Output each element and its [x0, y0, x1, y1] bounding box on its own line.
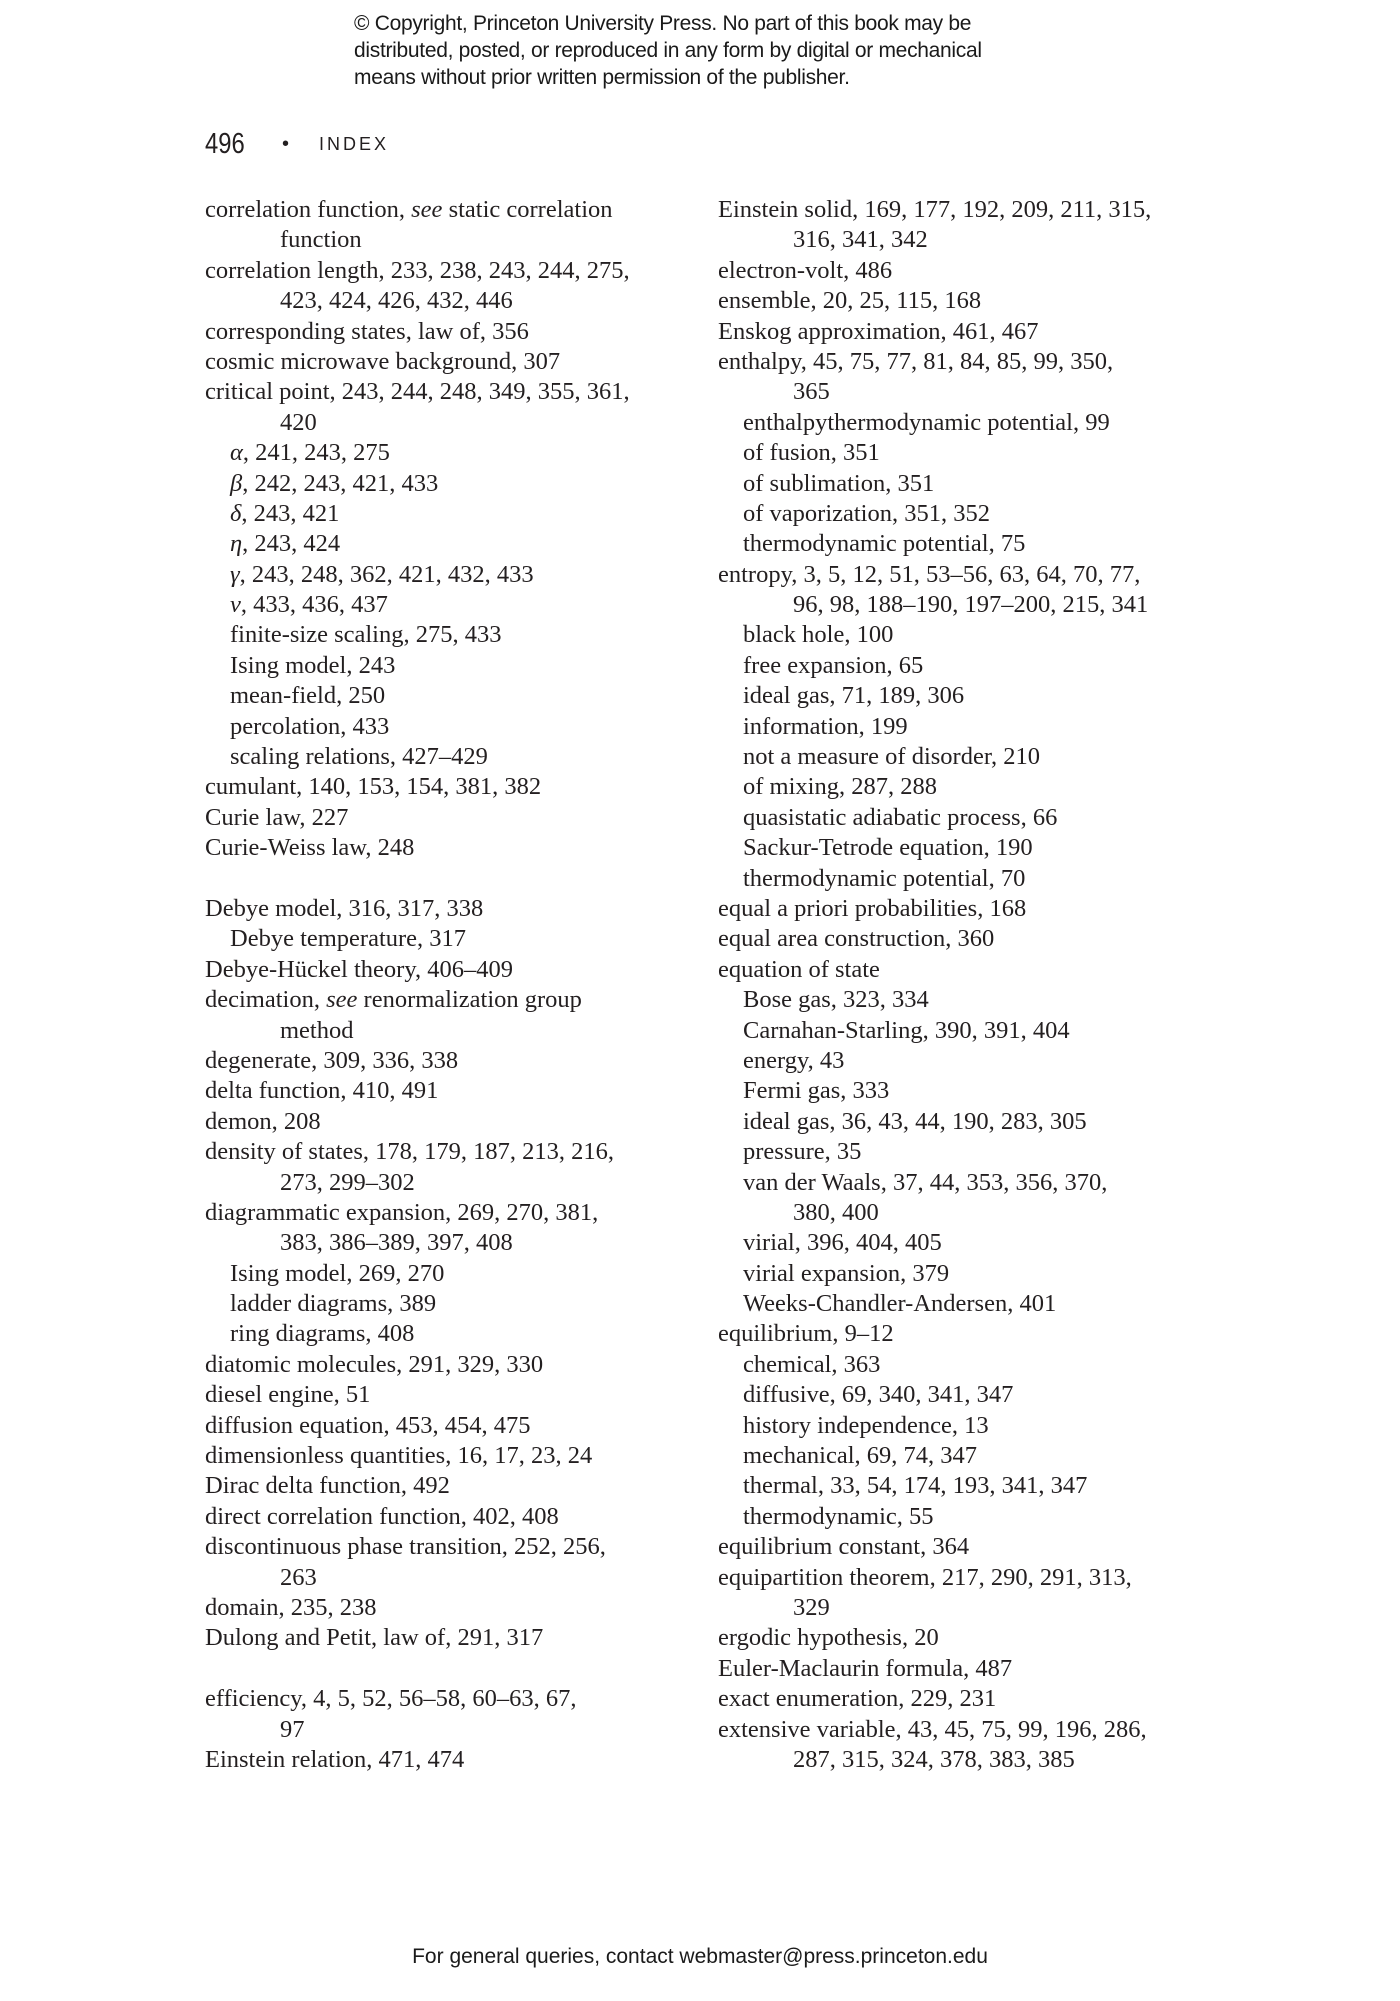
index-entry-continuation	[205, 1168, 695, 1198]
entry-text: diagrammatic expansion, 269, 270, 381,	[205, 1198, 599, 1226]
index-entry	[718, 317, 1238, 347]
entry-text: entropy, 3, 5, 12, 51, 53–56, 63, 64, 70, 77,	[718, 560, 1141, 588]
entry-text: electron-volt, 486	[718, 256, 893, 284]
entry-text: decimation,	[205, 986, 327, 1014]
entry-text: information, 199	[743, 712, 908, 740]
entry-text: equilibrium, 9–12	[718, 1320, 894, 1348]
entry-text: delta function, 410, 491	[205, 1077, 439, 1105]
index-subentry	[718, 438, 1238, 468]
entry-text: pressure, 35	[743, 1138, 862, 1166]
entry-text: 97	[280, 1715, 305, 1743]
index-entry	[718, 924, 1238, 954]
entry-text: exact enumeration, 229, 231	[718, 1685, 997, 1713]
entry-text: efficiency, 4, 5, 52, 56–58, 60–63, 67,	[205, 1685, 577, 1713]
index-subentry	[205, 529, 695, 559]
copyright-line: © Copyright, Princeton University Press. No part of this book may be	[354, 12, 972, 35]
index-subentry	[718, 681, 1238, 711]
entry-text: density of states, 178, 179, 187, 213, 216,	[205, 1138, 614, 1166]
index-subentry	[205, 681, 695, 711]
index-entry	[718, 286, 1238, 316]
index-entry	[205, 1380, 695, 1410]
index-entry-continuation	[205, 1228, 695, 1258]
index-subentry	[718, 1350, 1238, 1380]
index-entry	[718, 347, 1238, 377]
index-entry-continuation	[205, 225, 695, 255]
index-entry	[718, 1319, 1238, 1349]
bullet-separator: •	[282, 132, 290, 155]
index-subentry	[718, 985, 1238, 1015]
index-subentry	[205, 438, 695, 468]
index-entry	[718, 195, 1238, 225]
index-entry	[718, 1684, 1238, 1714]
entry-text: degenerate, 309, 336, 338	[205, 1046, 459, 1074]
index-entry	[205, 1684, 695, 1714]
index-entry	[205, 1502, 695, 1532]
entry-italic: η	[230, 530, 243, 558]
index-entry-continuation	[205, 1715, 695, 1745]
entry-text: , 241, 243, 275	[242, 439, 390, 467]
index-entry	[205, 1350, 695, 1380]
index-subentry	[718, 408, 1238, 438]
blank-line	[205, 864, 695, 894]
index-subentry	[718, 833, 1238, 863]
copyright-line: means without prior written permission of the publisher.	[354, 66, 850, 89]
entry-text: Sackur-Tetrode equation, 190	[743, 834, 1033, 862]
entry-text: corresponding states, law of, 356	[205, 317, 529, 345]
index-subentry	[718, 1228, 1238, 1258]
entry-text: Ising model, 269, 270	[230, 1259, 445, 1287]
entry-text: diffusive, 69, 340, 341, 347	[743, 1381, 1014, 1409]
entry-text: virial, 396, 404, 405	[743, 1229, 942, 1257]
index-entry	[205, 1076, 695, 1106]
index-subentry	[205, 469, 695, 499]
index-entry	[205, 256, 695, 286]
index-subentry	[205, 712, 695, 742]
entry-text: Einstein solid, 169, 177, 192, 209, 211, 315,	[718, 196, 1152, 223]
entry-text: Weeks-Chandler-Andersen, 401	[743, 1290, 1057, 1318]
entry-text: equal a priori probabilities, 168	[718, 894, 1027, 922]
entry-text: ensemble, 20, 25, 115, 168	[718, 287, 982, 315]
entry-text: enthalpy, 45, 75, 77, 81, 84, 85, 99, 350,	[718, 347, 1114, 375]
entry-text: Bose gas, 323, 334	[743, 986, 929, 1014]
index-subentry	[718, 620, 1238, 650]
entry-text: finite-size scaling, 275, 433	[230, 621, 502, 649]
index-entry	[718, 955, 1238, 985]
entry-text: 263	[280, 1563, 317, 1591]
entry-text: thermodynamic potential, 70	[743, 864, 1026, 892]
entry-text: Curie-Weiss law, 248	[205, 834, 415, 862]
entry-text: Curie law, 227	[205, 803, 349, 831]
entry-text: renormalization group	[357, 986, 582, 1014]
index-subentry	[718, 1411, 1238, 1441]
entry-text: equation of state	[718, 955, 880, 983]
entry-text: black hole, 100	[743, 621, 894, 649]
entry-text: , 243, 421	[241, 499, 340, 527]
entry-text: 423, 424, 426, 432, 446	[280, 287, 513, 315]
entry-text: Debye-Hückel theory, 406–409	[205, 955, 513, 983]
index-entry	[205, 894, 695, 924]
entry-italic: α	[230, 439, 243, 467]
index-subentry	[718, 1168, 1238, 1198]
entry-text: 287, 315, 324, 378, 383, 385	[793, 1745, 1075, 1773]
index-subentry	[718, 1502, 1238, 1532]
entry-text: cosmic microwave background, 307	[205, 347, 561, 375]
index-entry	[205, 985, 695, 1015]
index-subentry	[718, 1259, 1238, 1289]
entry-text: quasistatic adiabatic process, 66	[743, 803, 1058, 831]
entry-text: virial expansion, 379	[743, 1259, 950, 1287]
entry-text: correlation function,	[205, 196, 412, 223]
entry-text: equal area construction, 360	[718, 925, 995, 953]
copyright-notice	[354, 10, 982, 91]
index-subentry	[205, 1319, 695, 1349]
entry-text: demon, 208	[205, 1107, 321, 1135]
entry-text: discontinuous phase transition, 252, 256,	[205, 1533, 606, 1561]
index-column-right	[718, 195, 1238, 1775]
index-entry	[205, 1137, 695, 1167]
entry-text: Debye model, 316, 317, 338	[205, 894, 484, 922]
entry-text: enthalpythermodynamic potential, 99	[743, 408, 1110, 436]
index-entry	[205, 833, 695, 863]
entry-text: free expansion, 65	[743, 651, 924, 679]
index-subentry	[205, 590, 695, 620]
entry-text: , 243, 248, 362, 421, 432, 433	[239, 560, 534, 588]
index-subentry	[205, 924, 695, 954]
index-entry	[718, 1532, 1238, 1562]
page-number: 496	[205, 127, 245, 160]
index-entry	[205, 377, 695, 407]
index-entry-continuation	[718, 225, 1238, 255]
entry-text: ladder diagrams, 389	[230, 1290, 437, 1318]
index-entry-continuation	[205, 286, 695, 316]
index-entry	[718, 894, 1238, 924]
entry-text: 380, 400	[793, 1198, 879, 1226]
entry-text: van der Waals, 37, 44, 353, 356, 370,	[743, 1168, 1108, 1196]
entry-text: 420	[280, 408, 317, 436]
running-header	[205, 124, 389, 164]
index-subentry	[718, 1107, 1238, 1137]
index-subentry	[718, 1380, 1238, 1410]
entry-text: thermodynamic potential, 75	[743, 530, 1026, 558]
index-entry	[718, 1654, 1238, 1684]
index-subentry	[718, 1137, 1238, 1167]
index-subentry	[718, 1076, 1238, 1106]
index-subentry	[718, 1016, 1238, 1046]
index-entry	[205, 1532, 695, 1562]
index-entry	[205, 195, 695, 225]
entry-italic: γ	[230, 560, 240, 588]
index-subentry	[718, 742, 1238, 772]
entry-text: equipartition theorem, 217, 290, 291, 313,	[718, 1563, 1132, 1591]
index-entry	[205, 955, 695, 985]
entry-text: Euler-Maclaurin formula, 487	[718, 1654, 1013, 1682]
entry-text: of vaporization, 351, 352	[743, 499, 990, 527]
entry-text: ideal gas, 71, 189, 306	[743, 682, 965, 710]
entry-text: , 243, 424	[242, 530, 341, 558]
entry-text: 383, 386–389, 397, 408	[280, 1229, 513, 1257]
index-entry	[205, 772, 695, 802]
entry-italic: see	[326, 986, 358, 1014]
index-subentry	[205, 742, 695, 772]
index-subentry	[718, 529, 1238, 559]
entry-text: , 242, 243, 421, 433	[242, 469, 439, 497]
entry-text: thermal, 33, 54, 174, 193, 341, 347	[743, 1472, 1088, 1500]
entry-text: mechanical, 69, 74, 347	[743, 1442, 978, 1470]
entry-text: 273, 299–302	[280, 1168, 415, 1196]
entry-text: method	[280, 1016, 354, 1044]
entry-text: scaling relations, 427–429	[230, 743, 488, 771]
entry-text: , 433, 436, 437	[240, 591, 388, 619]
index-subentry	[718, 1046, 1238, 1076]
entry-text: mean-field, 250	[230, 682, 386, 710]
index-column-left	[205, 195, 695, 1775]
entry-text: dimensionless quantities, 16, 17, 23, 24	[205, 1442, 593, 1470]
index-entry-continuation	[718, 1745, 1238, 1775]
entry-text: ring diagrams, 408	[230, 1320, 415, 1348]
entry-text: energy, 43	[743, 1046, 845, 1074]
entry-text: Dirac delta function, 492	[205, 1472, 450, 1500]
index-entry	[205, 1441, 695, 1471]
index-subentry	[718, 499, 1238, 529]
blank-line	[205, 1654, 695, 1684]
entry-text: Fermi gas, 333	[743, 1077, 890, 1105]
entry-text: cumulant, 140, 153, 154, 381, 382	[205, 773, 542, 801]
entry-italic: δ	[230, 499, 242, 527]
index-entry-continuation	[718, 590, 1238, 620]
entry-text: Dulong and Petit, law of, 291, 317	[205, 1624, 544, 1652]
index-entry-continuation	[718, 377, 1238, 407]
entry-text: chemical, 363	[743, 1350, 881, 1378]
index-entry-continuation	[205, 408, 695, 438]
entry-text: Ising model, 243	[230, 651, 396, 679]
entry-text: critical point, 243, 244, 248, 349, 355, 361,	[205, 378, 630, 406]
entry-text: Einstein relation, 471, 474	[205, 1745, 465, 1773]
index-entry	[718, 1563, 1238, 1593]
index-entry	[205, 1745, 695, 1775]
section-title: INDEX	[319, 133, 390, 154]
index-subentry	[205, 1259, 695, 1289]
index-subentry	[205, 651, 695, 681]
index-subentry	[205, 1289, 695, 1319]
entry-text: diatomic molecules, 291, 329, 330	[205, 1350, 544, 1378]
index-subentry	[718, 1441, 1238, 1471]
index-subentry	[205, 620, 695, 650]
entry-text: not a measure of disorder, 210	[743, 743, 1041, 771]
index-subentry	[205, 499, 695, 529]
entry-text: of mixing, 287, 288	[743, 773, 937, 801]
index-entry-continuation	[718, 1198, 1238, 1228]
entry-text: 365	[793, 378, 830, 406]
entry-text: direct correlation function, 402, 408	[205, 1502, 559, 1530]
entry-text: Carnahan-Starling, 390, 391, 404	[743, 1016, 1070, 1044]
entry-text: correlation length, 233, 238, 243, 244, 275,	[205, 256, 630, 284]
index-entry	[205, 317, 695, 347]
entry-italic: β	[230, 469, 243, 497]
index-entry	[205, 803, 695, 833]
index-subentry	[718, 651, 1238, 681]
entry-text: extensive variable, 43, 45, 75, 99, 196, 286,	[718, 1715, 1147, 1743]
index-entry	[205, 347, 695, 377]
index-entry-continuation	[205, 1563, 695, 1593]
entry-text: ideal gas, 36, 43, 44, 190, 283, 305	[743, 1107, 1087, 1135]
index-entry	[718, 560, 1238, 590]
entry-text: 316, 341, 342	[793, 226, 928, 254]
index-entry	[205, 1198, 695, 1228]
index-entry	[205, 1471, 695, 1501]
index-subentry	[718, 1471, 1238, 1501]
entry-text: static correlation	[442, 196, 613, 223]
entry-text: history independence, 13	[743, 1411, 989, 1439]
index-entry-continuation	[205, 1016, 695, 1046]
index-entry	[205, 1623, 695, 1653]
entry-text: Debye temperature, 317	[230, 925, 467, 953]
index-subentry	[718, 1289, 1238, 1319]
index-entry	[205, 1593, 695, 1623]
entry-italic: ν	[230, 591, 241, 619]
index-subentry	[718, 803, 1238, 833]
index-subentry	[718, 864, 1238, 894]
copyright-line: distributed, posted, or reproduced in any form by digital or mechanical	[354, 39, 982, 62]
entry-text: of fusion, 351	[743, 439, 880, 467]
entry-italic: see	[411, 196, 443, 223]
entry-text: equilibrium constant, 364	[718, 1533, 970, 1561]
footer-contact: For general queries, contact webmaster@press.princeton.edu	[412, 1945, 988, 1968]
index-entry	[205, 1411, 695, 1441]
index-entry	[718, 256, 1238, 286]
entry-text: of sublimation, 351	[743, 469, 935, 497]
index-subentry	[718, 772, 1238, 802]
index-entry	[205, 1107, 695, 1137]
index-entry	[205, 1046, 695, 1076]
entry-text: 329	[793, 1593, 830, 1621]
index-entry-continuation	[718, 1593, 1238, 1623]
entry-text: 96, 98, 188–190, 197–200, 215, 341	[793, 591, 1149, 619]
index-entry	[718, 1715, 1238, 1745]
entry-text: function	[280, 226, 362, 254]
entry-text: diesel engine, 51	[205, 1381, 371, 1409]
index-subentry	[205, 560, 695, 590]
entry-text: diffusion equation, 453, 454, 475	[205, 1411, 531, 1439]
entry-text: thermodynamic, 55	[743, 1502, 934, 1530]
index-entry	[718, 1623, 1238, 1653]
entry-text: Enskog approximation, 461, 467	[718, 317, 1039, 345]
index-subentry	[718, 712, 1238, 742]
index-subentry	[718, 469, 1238, 499]
entry-text: ergodic hypothesis, 20	[718, 1624, 939, 1652]
entry-text: domain, 235, 238	[205, 1593, 377, 1621]
entry-text: percolation, 433	[230, 712, 390, 740]
